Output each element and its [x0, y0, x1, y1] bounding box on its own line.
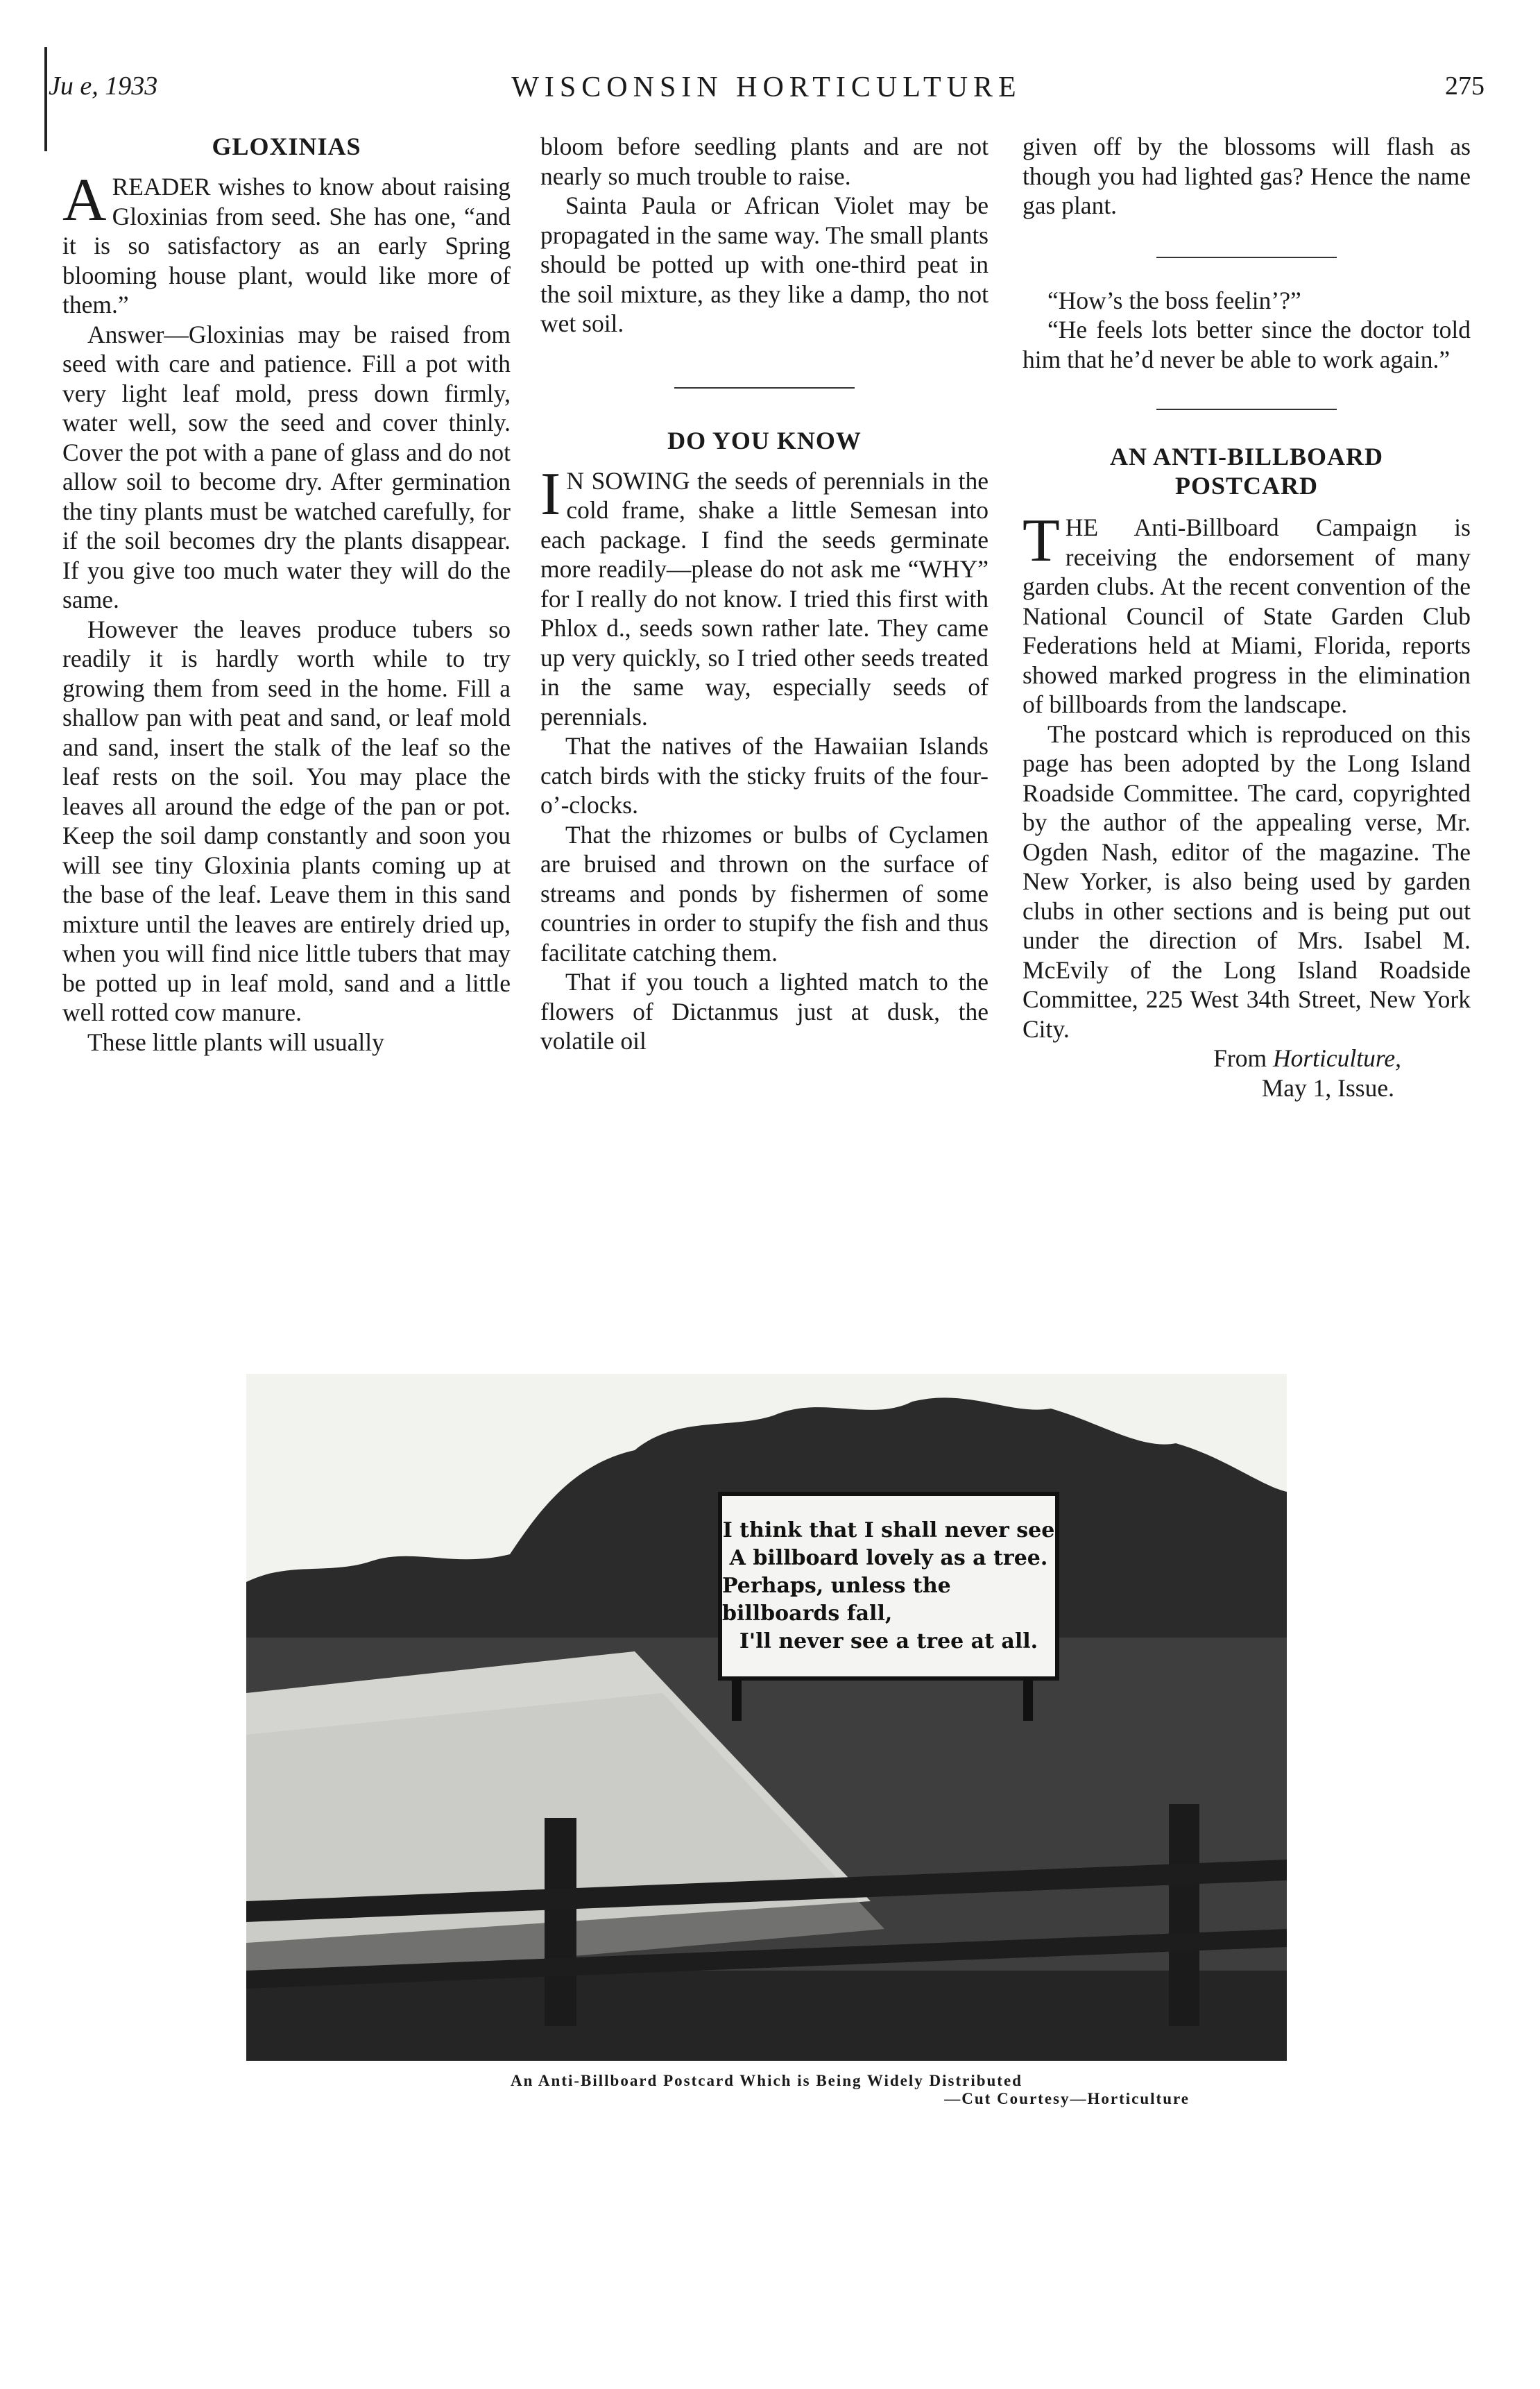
do-you-know-paragraph-2: That the natives of the Hawaiian Islands catch birds with the sticky fruits of the four-o’-clocks. — [540, 732, 989, 819]
source-prefix: From — [1213, 1044, 1273, 1072]
gloxinias-continued: bloom before seedling plants and are not nearly so much trouble to raise. — [540, 133, 989, 190]
gloxinias-paragraph-4: These little plants will usually — [87, 1028, 384, 1056]
gloxinias-heading: GLOXINIAS — [212, 133, 361, 160]
gloxinias-paragraph-3: However the leaves produce tubers so readily it is hardly worth while to try growing them from seed in the home. Fill a shallow pan with peat and sand, or leaf mold and sand, insert the stalk of the leaf so the leaf rests on the soil. You may place the leaves all around the edge of the pan or pot. Keep the soil damp constantly and soon you will see tiny Gloxinia plants coming up at the base of the leaf. Leave them in this sand mixture until the leaves are entirely dried up, when you will find nice little tubers that may be potted up in leaf mold, sand and a little well rotted cow manure. — [62, 615, 511, 1026]
anti-billboard-dropcap: T — [1023, 507, 1060, 575]
do-you-know-paragraph-4: That if you touch a lighted match to the flowers of Dictanmus just at dusk, the volatile oil — [540, 968, 989, 1055]
do-you-know-dropcap: I — [540, 460, 561, 528]
african-violet-paragraph: Sainta Paula or African Violet may be propagated in the same way. The small plants should be potted up with one-third peat in the soil mixture, as they like a damp, tho not wet soil. — [540, 192, 989, 337]
gloxinias-dropcap: A — [62, 167, 107, 234]
gloxinias-paragraph-1-text: READER wishes to know about raising Gloxinias from seed. She has one, “and it is so satisfactory as an early Spring blooming house plant, would like more of them.” — [62, 173, 511, 318]
billboard-verse-line-3: Perhaps, unless the billboards fall, — [722, 1574, 951, 1626]
billboard-sign — [718, 1492, 1059, 1681]
magazine-title: WISCONSIN HORTICULTURE — [511, 71, 1022, 103]
billboard-verse-line-1: I think that I shall never see — [722, 1518, 1055, 1542]
source-issue: May 1, Issue. — [1261, 1073, 1394, 1102]
gloxinias-paragraph-1 — [62, 167, 511, 320]
billboard-verse-line-4: I'll never see a tree at all. — [739, 1629, 1038, 1653]
billboard-photo — [246, 1374, 1287, 2061]
do-you-know-paragraph-1 — [540, 460, 989, 732]
page-header — [49, 71, 1485, 112]
column-3 — [1023, 132, 1471, 1103]
source-title: Horticulture, — [1272, 1044, 1401, 1072]
anti-billboard-paragraph-1-text: HE Anti-Billboard Campaign is receiving the endorsement of many garden clubs. At the recent convention of the National Council of State Garden Club Federations held at Miami, Florida, reports showed marked progress in the elimination of billboards from the landscape. — [1023, 513, 1471, 718]
anti-billboard-heading — [1023, 442, 1471, 500]
figure-caption — [246, 2072, 1287, 2108]
caption-credit: —Cut Courtesy—Horticulture — [944, 2090, 1190, 2107]
gas-plant-continued: given off by the blossoms will flash as though you had lighted gas? Hence the name gas plant. — [1023, 133, 1471, 219]
anti-billboard-heading-line-2: POSTCARD — [1174, 472, 1319, 500]
page-edge-mark — [44, 47, 47, 151]
anti-billboard-paragraph-2: The postcard which is reproduced on this page has been adopted by the Long Island Roadside Committee. The card, copyrighted by the author of the appealing verse, Mr. Ogden Nash, editor of the magazine. The New Yorker, is also being used by garden clubs in other sections and is being put out under the direction of Mrs. Isabel M. McEvily of the Long Island Roadside Committee, 225 West 34th Street, New York City. — [1023, 720, 1471, 1043]
joke-answer: “He feels lots better since the doctor told him that he’d never be able to work again.” — [1023, 316, 1471, 373]
landscape-illustration — [246, 1374, 1287, 2061]
gloxinias-paragraph-2: Answer—Gloxinias may be raised from seed with care and patience. Fill a pot with very light leaf mold, press down firmly, water well, sow the seed and cover thinly. Cover the pot with a pane of glass and do not allow soil to become dry. After germination the tiny plants must be watched carefully, for if the soil becomes dry the plants disappear. If you give too much water they will do the same. — [62, 320, 511, 613]
do-you-know-paragraph-1-text: N SOWING the seeds of perennials in the cold frame, shake a little Semesan into each package. I find the seeds germinate more readily—please do not ask me “WHY” for I really do not know. I tried this first with Phlox d., seeds sown rather late. They came up very quickly, so I tried other seeds treated in the same way, especially seeds of perennials. — [540, 466, 989, 731]
caption-text: An Anti-Billboard Postcard Which is Being Widely Distributed — [511, 2072, 1023, 2089]
anti-billboard-paragraph-1 — [1023, 507, 1471, 720]
issue-date: Ju e, 1933 — [49, 71, 158, 101]
anti-billboard-heading-line-1: AN ANTI-BILLBOARD — [1109, 443, 1384, 470]
column-1 — [62, 132, 511, 1057]
source-line — [1023, 1044, 1471, 1073]
joke-question: “How’s the boss feelin’?” — [1047, 286, 1301, 314]
do-you-know-paragraph-3: That the rhizomes or bulbs of Cyclamen are bruised and thrown on the surface of streams and ponds by fishermen of some countries in order to stupify the fish and thus facilitate catching them. — [540, 820, 989, 967]
page-number: 275 — [1445, 71, 1485, 101]
do-you-know-heading: DO YOU KNOW — [667, 426, 862, 454]
postcard-figure — [246, 1374, 1287, 2389]
billboard-verse-line-2: A billboard lovely as a tree. — [729, 1546, 1048, 1570]
column-2 — [540, 132, 989, 1056]
